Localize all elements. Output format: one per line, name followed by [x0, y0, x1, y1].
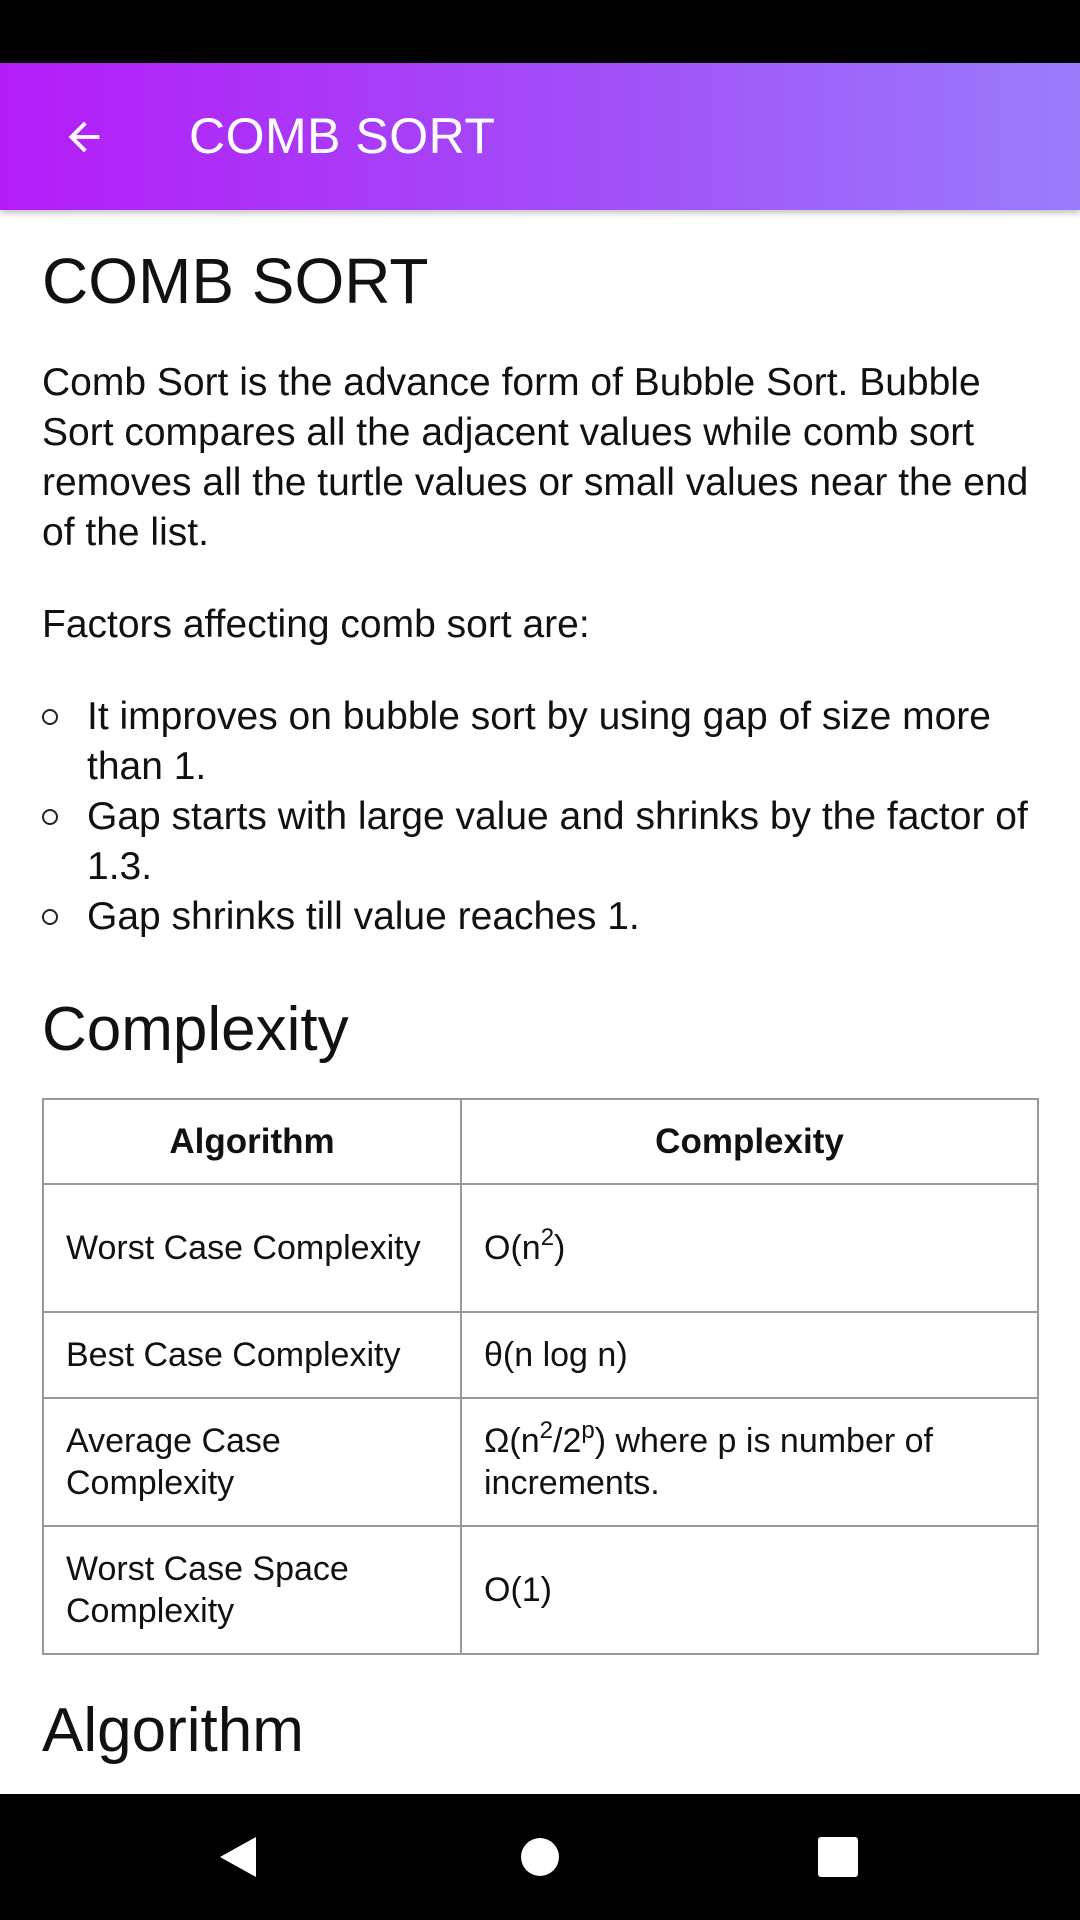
page-heading: COMB SORT [42, 245, 429, 317]
table-row [43, 1526, 1038, 1654]
list-item [42, 792, 1038, 892]
header-complexity: Complexity [461, 1099, 1038, 1184]
nav-home-button[interactable] [480, 1794, 600, 1920]
header-algorithm: Algorithm [43, 1099, 461, 1184]
content-scroll-view[interactable] [0, 210, 1080, 1794]
row-value: θ(n log n) [461, 1312, 1038, 1398]
nav-recents-button[interactable] [778, 1794, 898, 1920]
nav-recents-icon [817, 1836, 859, 1878]
row-value: $\Omega(n^2/2^p)$ where p is number of increments. [461, 1398, 1038, 1526]
table-row [43, 1312, 1038, 1398]
row-value: $O(n^2)$ [461, 1184, 1038, 1312]
row-label: Worst Case Space Complexity [43, 1526, 461, 1654]
bullet-icon [42, 909, 58, 925]
row-value: O(1) [461, 1526, 1038, 1654]
table-row [43, 1398, 1038, 1526]
bullet-icon [42, 709, 58, 725]
app-bar [0, 63, 1080, 210]
factors-label: Factors affecting comb sort are: [42, 603, 590, 646]
complexity-table [42, 1098, 1039, 1655]
list-item [42, 692, 1038, 792]
bullet-icon [42, 809, 58, 825]
row-label: Average Case Complexity [43, 1398, 461, 1526]
nav-home-icon [520, 1837, 560, 1877]
app-title: COMB SORT [189, 108, 496, 164]
list-item [42, 892, 1038, 942]
arrow-back-icon [61, 114, 107, 160]
row-label: Worst Case Complexity [43, 1184, 461, 1312]
complexity-heading: Complexity [42, 995, 349, 1064]
nav-back-icon [216, 1833, 260, 1881]
nav-back-button[interactable] [178, 1794, 298, 1920]
row-label: Best Case Complexity [43, 1312, 461, 1398]
status-bar [0, 0, 1080, 63]
list-item-text: Gap shrinks till value reaches 1. [87, 895, 640, 938]
table-header-row [43, 1099, 1038, 1184]
system-nav-bar [0, 1794, 1080, 1920]
list-item-text: It improves on bubble sort by using gap of size more than 1. [87, 695, 991, 788]
back-button[interactable] [40, 98, 128, 176]
factors-list [42, 692, 1038, 942]
list-item-text: Gap starts with large value and shrinks by the factor of 1.3. [87, 795, 1028, 888]
intro-paragraph: Comb Sort is the advance form of Bubble Sort. Bubble Sort compares all the adjacent values while comb sort removes all the turtle values or small values near the end of the list. [42, 361, 1029, 554]
algorithm-heading: Algorithm [42, 1696, 304, 1765]
table-row [43, 1184, 1038, 1312]
